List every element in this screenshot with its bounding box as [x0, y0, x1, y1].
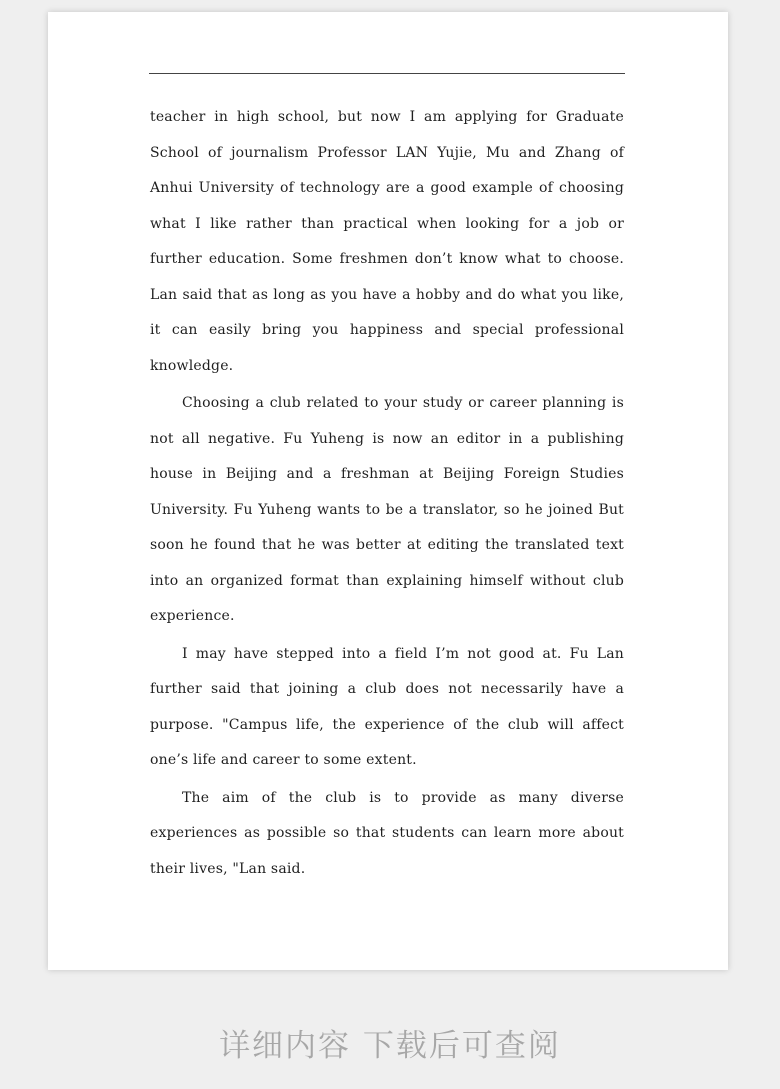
document-page	[48, 12, 728, 970]
download-caption: 详细内容 下载后可查阅	[219, 1028, 561, 1064]
paragraph-2: Choosing a club related to your study or career planning is not all negative. Fu Yuheng is now an editor in a publishing house in Beijing and a freshman at Beijing Foreign Studies University. Fu Yuheng wants to be a translator, so he joined But soon he found that he was better at editing the translated text into an organized format than explaining himself without club experience.	[150, 395, 624, 624]
document-body	[150, 100, 624, 889]
header-rule	[149, 73, 625, 74]
paragraph-1: teacher in high school, but now I am applying for Graduate School of journalism Professor LAN Yujie, Mu and Zhang of Anhui University of technology are a good example of choosing what I like rather than practical when looking for a job or further education. Some freshmen don’t know what to choose. Lan said that as long as you have a hobby and do what you like, it can easily bring you happiness and special professional knowledge.	[150, 109, 624, 374]
paragraph-4: The aim of the club is to provide as many diverse experiences as possible so that students can learn more about their lives, "Lan said.	[150, 789, 624, 877]
paragraph-3: I may have stepped into a field I’m not good at. Fu Lan further said that joining a club does not necessarily have a purpose. "Campus life, the experience of the club will affect one’s life and career to some extent.	[150, 645, 624, 768]
